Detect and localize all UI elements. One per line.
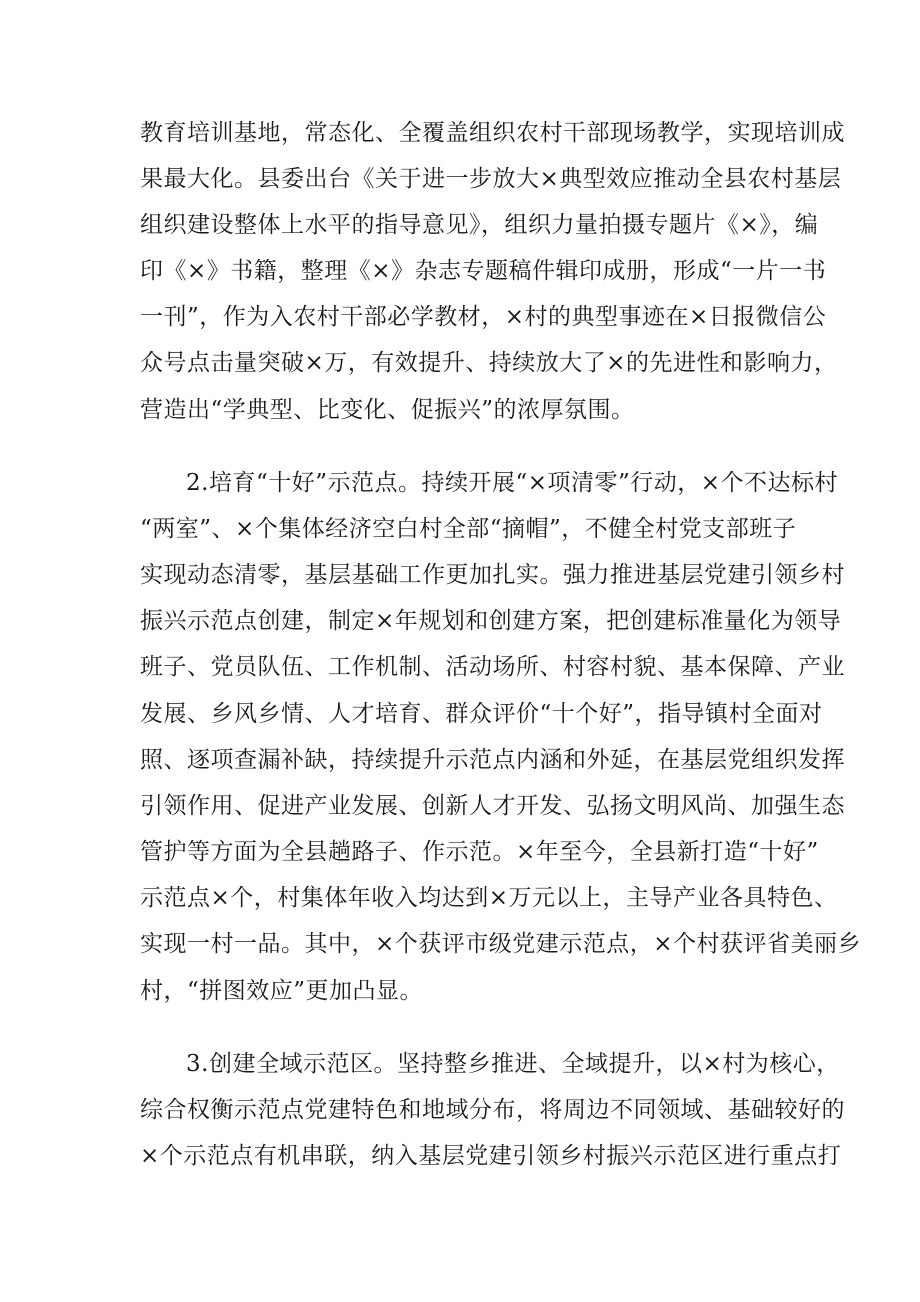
text-line: 一刊”，作为入农村干部必学教材，×村的典型事迹在×日报微信公 — [140, 304, 827, 330]
text-line: 教育培训基地，常态化、全覆盖组织农村干部现场教学，实现培训成 — [140, 120, 845, 146]
text-line: 综合权衡示范点党建特色和地域分布，将周边不同领域、基础较好的 — [140, 1097, 845, 1123]
text-line: 实现动态清零，基层基础工作更加扎实。强力推进基层党建引领乡村 — [140, 562, 845, 588]
text-line: 引领作用、促进产业发展、创新人才开发、弘扬文明风尚、加强生态 — [140, 793, 845, 819]
text-line: 组织建设整体上水平的指导意见》，组织力量拍摄专题片《×》，编 — [140, 212, 819, 238]
text-line: 2.培育“十好”示范点。持续开展“×项清零”行动，×个不达标村 — [186, 470, 839, 496]
text-line: 照、逐项查漏补缺，持续提升示范点内涵和外延，在基层党组织发挥 — [140, 747, 845, 773]
text-line: 班子、党员队伍、工作机制、活动场所、村容村貌、基本保障、产业 — [140, 654, 845, 680]
text-line: “两室”、×个集体经济空白村全部“摘帽”，不健全村党支部班子 — [140, 516, 797, 542]
text-line: ×个示范点有机串联，纳入基层党建引领乡村振兴示范区进行重点打 — [140, 1143, 842, 1169]
text-line: 果最大化。县委出台《关于进一步放大×典型效应推动全县农村基层 — [140, 166, 842, 192]
text-line: 实现一村一品。其中，×个获评市级党建示范点，×个村获评省美丽乡 — [140, 931, 862, 957]
text-line: 众号点击量突破×万，有效提升、持续放大了×的先进性和影响力， — [140, 350, 838, 376]
text-line: 振兴示范点创建，制定×年规划和创建方案，把创建标准量化为领导 — [140, 608, 842, 634]
text-line: 印《×》书籍，整理《×》杂志专题稿件辑印成册，形成“一片一书 — [140, 258, 827, 284]
text-line: 营造出“学典型、比变化、促振兴”的浓厚氛围。 — [140, 397, 635, 423]
text-line: 示范点×个，村集体年收入均达到×万元以上，主导产业各具特色、 — [140, 885, 838, 911]
text-line: 发展、乡风乡情、人才培育、群众评价“十个好”，指导镇村全面对 — [140, 701, 823, 727]
text-line: 3.创建全域示范区。坚持整乡推进、全域提升，以×村为核心， — [186, 1051, 840, 1077]
text-line: 管护等方面为全县趟路子、作示范。×年至今，全县新打造“十好” — [140, 839, 819, 865]
text-line: 村，“拼图效应”更加凸显。 — [140, 978, 424, 1004]
